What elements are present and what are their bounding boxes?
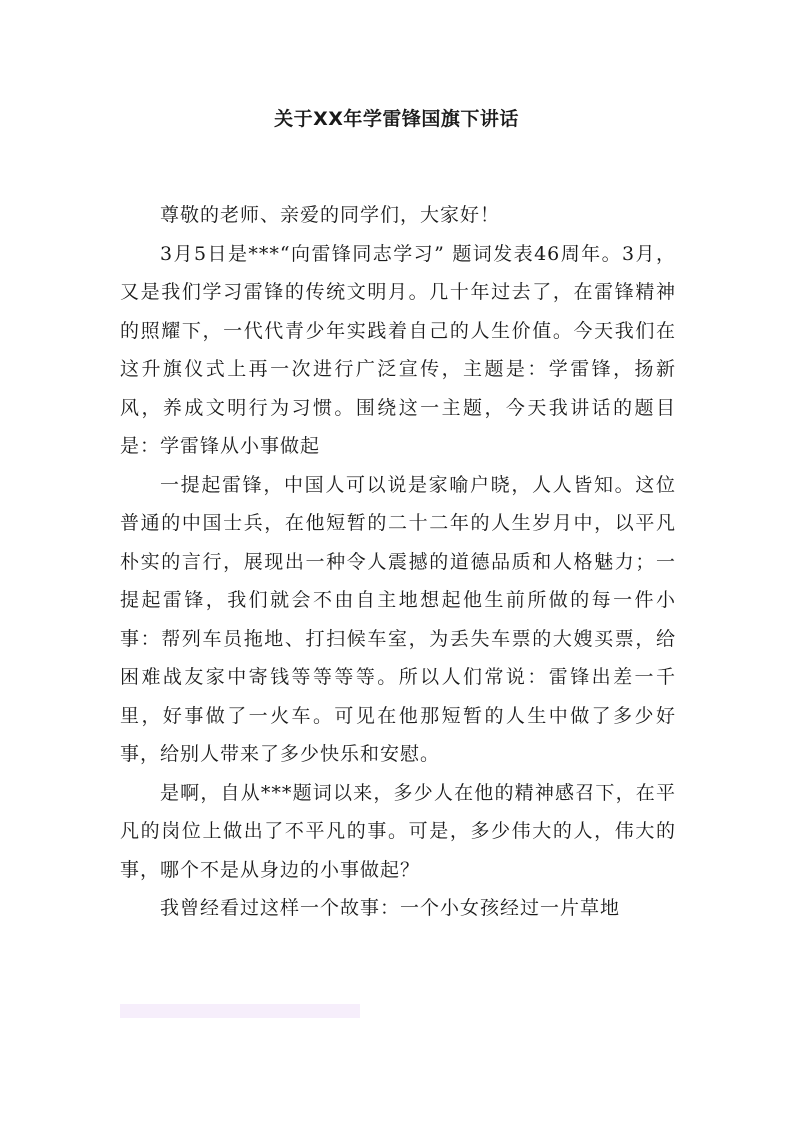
paragraph-leifeng: 一提起雷锋，中国人可以说是家喻户晓，人人皆知。这位普通的中国士兵，在他短暂的二十二年的人生岁月中，以平凡朴实的言行，展现出一种令人震撼的道德品质和人格魅力；一提起雷锋，我们就会不由自主地想起他生前所做的每一件小事：帮列车员拖地、打扫候车室，为丢失车票的大嫂买票，给困难战友家中寄钱等等等等。所以人们常说：雷锋出差一千里，好事做了一火车。可见在他那短暂的人生中做了多少好事，给别人带来了多少快乐和安慰。 <box>120 473 676 765</box>
paragraph-greeting: 尊敬的老师、亲爱的同学们，大家好！ <box>160 204 501 226</box>
faint-watermark-strip <box>120 1004 360 1018</box>
document-body <box>120 196 676 928</box>
paragraph-inspiration: 是啊，自从***题词以来，多少人在他的精神感召下，在平凡的岗位上做出了不平凡的事。可是，多少伟大的人，伟大的事，哪个不是从身边的小事做起？ <box>120 781 676 881</box>
paragraph-intro: 3月5日是***“向雷锋同志学习” 题词发表46周年。3月，又是我们学习雷锋的传统文明月。几十年过去了，在雷锋精神的照耀下，一代代青少年实践着自己的人生价值。今天我们在这升旗仪式上再一次进行广泛宣传，主题是：学雷锋，扬新风，养成文明行为习惯。围绕这一主题，今天我讲话的题目是：学雷锋从小事做起 <box>120 242 676 457</box>
document-title: 关于XX年学雷锋国旗下讲话 <box>274 108 519 130</box>
paragraph-story: 我曾经看过这样一个故事：一个小女孩经过一片草地 <box>160 897 621 919</box>
